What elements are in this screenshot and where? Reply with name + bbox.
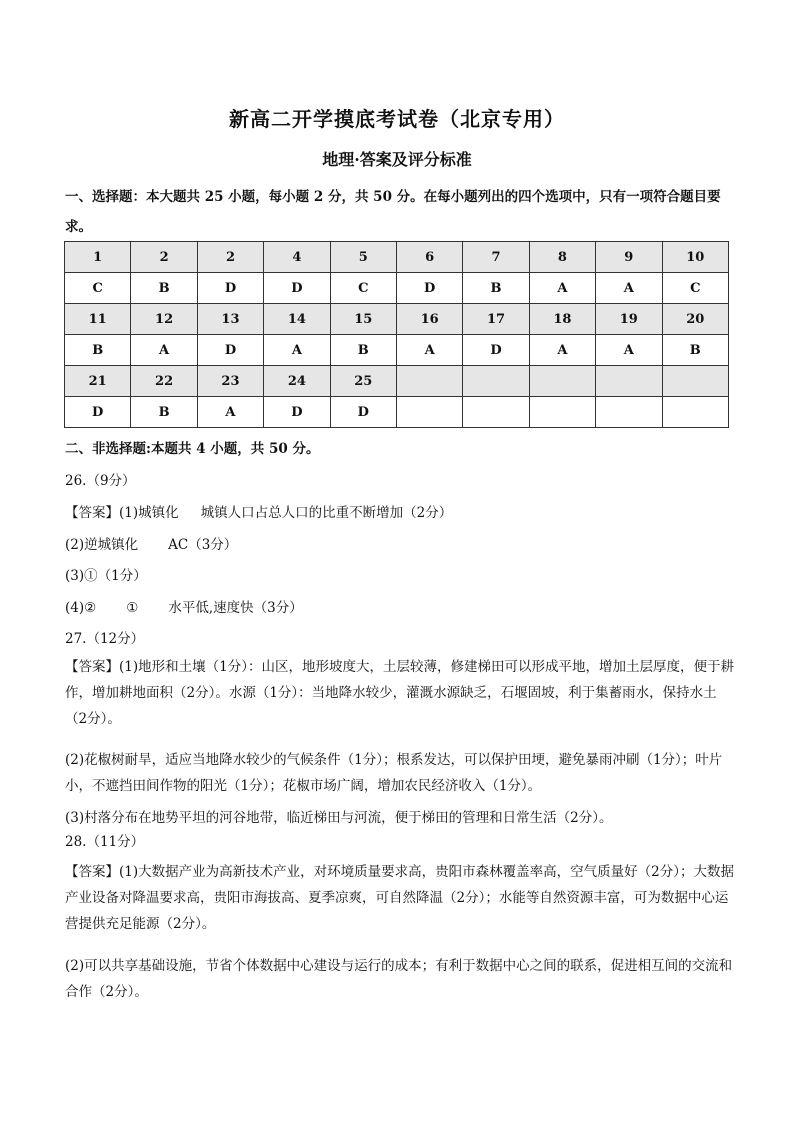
- answer-cell: A: [396, 335, 462, 366]
- q27-part3: (3)村落分布在地势平坦的河谷地带，临近梯田与河流，便于梯田的管理和日常生活（2分）。: [65, 810, 613, 826]
- answer-cell: D: [197, 335, 263, 366]
- question-number: 2: [131, 242, 197, 273]
- question-number: 14: [264, 304, 330, 335]
- empty-cell: [596, 397, 662, 428]
- table-row: [65, 242, 729, 273]
- section-1-heading: 一、选择题：本大题共 25 小题，每小题 2 分，共 50 分。在每小题列出的四个选项中，只有一项符合题目要求。: [65, 189, 721, 235]
- question-number: 20: [662, 304, 728, 335]
- answer-cell: D: [396, 273, 462, 304]
- empty-cell: [396, 366, 462, 397]
- question-number: 16: [396, 304, 462, 335]
- question-number: 2: [197, 242, 263, 273]
- question-number: 17: [463, 304, 529, 335]
- empty-cell: [529, 397, 595, 428]
- answer-cell: B: [131, 397, 197, 428]
- page-title: 新高二开学摸底考试卷（北京专用）: [229, 107, 565, 131]
- q26-part4-answer-a: (4)②: [65, 600, 97, 616]
- table-row: [65, 397, 729, 428]
- empty-cell: [463, 397, 529, 428]
- table-row: [65, 273, 729, 304]
- answer-cell: B: [330, 335, 396, 366]
- answer-cell: D: [197, 273, 263, 304]
- q27-part2: (2)花椒树耐旱，适应当地降水较少的气候条件（1分）；根系发达，可以保护田埂，避免暴雨冲刷（1分）；叶片小，不遮挡田间作物的阳光（1分）；花椒市场广阔，增加农民经济收入（1分）。: [65, 752, 723, 794]
- q27-heading: 27.（12分）: [65, 631, 145, 647]
- answer-cell: C: [662, 273, 728, 304]
- question-number: 10: [662, 242, 728, 273]
- question-number: 22: [131, 366, 197, 397]
- section-2-heading: 二、非选择题:本题共 4 小题，共 50 分。: [65, 441, 320, 457]
- q26-heading: 26.（9分）: [65, 473, 136, 489]
- answer-cell: D: [264, 273, 330, 304]
- table-row: [65, 335, 729, 366]
- q26-part4-detail: 水平低,速度快（3分）: [168, 600, 303, 616]
- empty-cell: [529, 366, 595, 397]
- empty-cell: [662, 397, 728, 428]
- question-number: 12: [131, 304, 197, 335]
- q28-part1: 【答案】(1)大数据产业为高新技术产业，对环境质量要求高，贵阳市森林覆盖率高，空气质量好（2分）；大数据产业设备对降温要求高，贵阳市海拔高、夏季凉爽，可自然降温（2分）；水能等自然资源丰富，可为数据中心运营提供充足能源（2分）。: [65, 864, 734, 932]
- question-number: 15: [330, 304, 396, 335]
- answer-cell: D: [264, 397, 330, 428]
- answer-cell: C: [330, 273, 396, 304]
- answer-cell: B: [65, 335, 131, 366]
- q26-part1-detail: 城镇人口占总人口的比重不断增加（2分）: [200, 505, 453, 521]
- q27-part1: 【答案】(1)地形和土壤（1分）：山区，地形坡度大，土层较薄，修建梯田可以形成平地，增加土层厚度，便于耕作，增加耕地面积（2分）。水源（1分）：当地降水较少，灌溉水源缺乏，石堰固坡，利于集蓄雨水，保持水土（2分）。: [65, 659, 734, 727]
- question-number: 6: [396, 242, 462, 273]
- answer-cell: A: [131, 335, 197, 366]
- answer-cell: B: [131, 273, 197, 304]
- question-number: 23: [197, 366, 263, 397]
- answer-cell: D: [330, 397, 396, 428]
- answer-cell: A: [264, 335, 330, 366]
- question-number: 24: [264, 366, 330, 397]
- answer-cell: A: [596, 273, 662, 304]
- q26-part1: [65, 501, 452, 521]
- answer-cell: C: [65, 273, 131, 304]
- q28-heading: 28.（11分）: [65, 834, 145, 850]
- question-number: 1: [65, 242, 131, 273]
- q26-part3: (3)①（1分）: [65, 568, 147, 584]
- page-subtitle: 地理·答案及评分标准: [322, 150, 472, 169]
- empty-cell: [662, 366, 728, 397]
- q26-part4-answer-b: ①: [126, 600, 139, 616]
- question-number: 21: [65, 366, 131, 397]
- table-row: [65, 304, 729, 335]
- question-number: 8: [529, 242, 595, 273]
- answer-cell: D: [65, 397, 131, 428]
- question-number: 5: [330, 242, 396, 273]
- answer-cell: B: [463, 273, 529, 304]
- answer-cell: A: [197, 397, 263, 428]
- question-number: 18: [529, 304, 595, 335]
- question-number: 25: [330, 366, 396, 397]
- q26-part2: [65, 533, 237, 553]
- question-number: 19: [596, 304, 662, 335]
- answer-cell: D: [463, 335, 529, 366]
- answer-cell: A: [529, 273, 595, 304]
- q26-part4: [65, 596, 303, 616]
- table-row: [65, 366, 729, 397]
- empty-cell: [396, 397, 462, 428]
- q26-part2-answer: (2)逆城镇化: [65, 537, 139, 553]
- answer-cell: A: [596, 335, 662, 366]
- answer-table: [64, 241, 729, 428]
- q26-part1-answer: 【答案】(1)城镇化: [65, 505, 179, 521]
- question-number: 4: [264, 242, 330, 273]
- question-number: 13: [197, 304, 263, 335]
- empty-cell: [596, 366, 662, 397]
- question-number: 9: [596, 242, 662, 273]
- answer-cell: B: [662, 335, 728, 366]
- answer-cell: A: [529, 335, 595, 366]
- question-number: 7: [463, 242, 529, 273]
- question-number: 11: [65, 304, 131, 335]
- empty-cell: [463, 366, 529, 397]
- q26-part2-detail: AC（3分）: [168, 537, 238, 553]
- q28-part2: (2)可以共享基础设施，节省个体数据中心建设与运行的成本；有利于数据中心之间的联系，促进相互间的交流和合作（2分）。: [65, 958, 733, 1000]
